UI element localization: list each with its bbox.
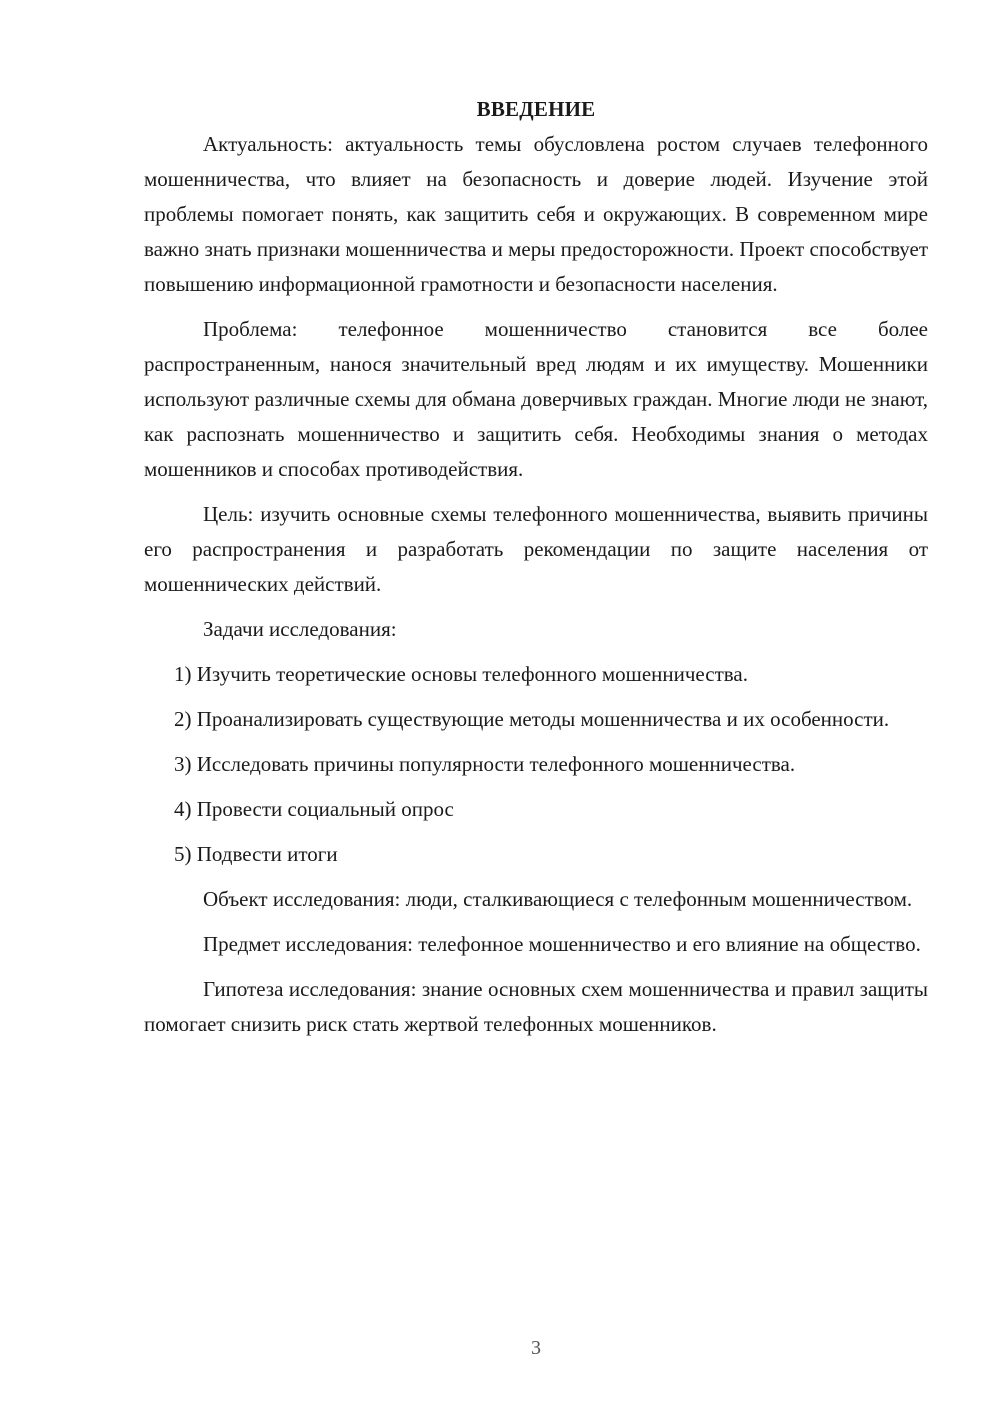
task-item-1: 1) Изучить теоретические основы телефонного мошенничества.: [174, 662, 748, 686]
task-item-3: 3) Исследовать причины популярности телефонного мошенничества.: [174, 752, 796, 776]
paragraph-hypothesis: Гипотеза исследования: знание основных схем мошенничества и правил защиты помогает снизить риск стать жертвой телефонных мошенников.: [144, 977, 928, 1036]
paragraph-tasks-heading: Задачи исследования:: [203, 617, 397, 641]
task-item-5: 5) Подвести итоги: [174, 842, 338, 866]
paragraph-object: Объект исследования: люди, сталкивающиеся с телефонным мошенничеством.: [203, 887, 913, 911]
task-item-4: 4) Провести социальный опрос: [174, 797, 454, 821]
paragraph-goal: Цель: изучить основные схемы телефонного мошенничества, выявить причины его распространения и разработать рекомендации по защите населения от мошеннических действий.: [144, 502, 928, 596]
page-content: [144, 92, 928, 1052]
tasks-list: [144, 657, 928, 872]
section-title: ВВЕДЕНИЕ: [476, 97, 596, 121]
paragraph-relevance: Актуальность: актуальность темы обусловлена ростом случаев телефонного мошенничества, что влияет на безопасность и доверие людей. Изучение этой проблемы помогает понять, как защитить себя и окружающих. В современном мире важно знать признаки мошенничества и меры предосторожности. Проект способствует повышению информационной грамотности и безопасности населения.: [144, 132, 928, 296]
task-item-2: 2) Проанализировать существующие методы мошенничества и их особенности.: [174, 707, 890, 731]
paragraph-problem: Проблема: телефонное мошенничество становится все более распространенным, нанося значительный вред людям и их имуществу. Мошенники используют различные схемы для обмана доверчивых граждан. Многие люди не знают, как распознать мошенничество и защитить себя. Необходимы знания о методах мошенников и способах противодействия.: [144, 317, 928, 481]
page-number: 3: [531, 1337, 541, 1359]
paragraph-subject: Предмет исследования: телефонное мошенничество и его влияние на общество.: [203, 932, 921, 956]
